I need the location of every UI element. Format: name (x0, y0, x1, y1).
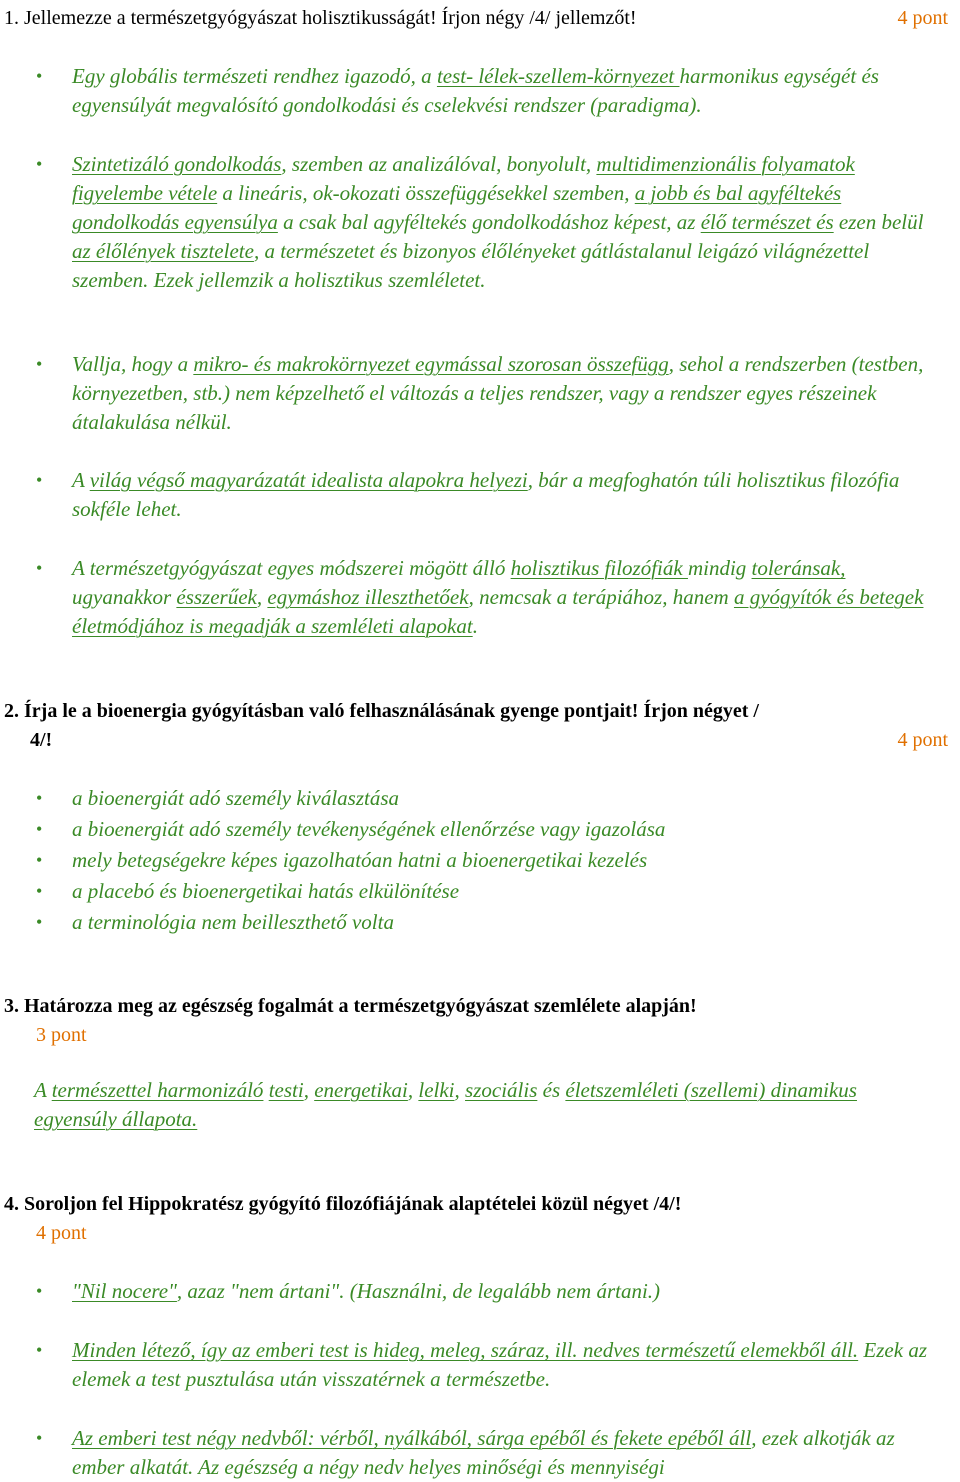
text-run: Vallja, hogy a (72, 352, 194, 376)
answer-text (72, 554, 930, 641)
underlined-text: test- lélek-szellem-környezet (436, 64, 680, 88)
question-3-answer (34, 1076, 934, 1134)
text-run: ugyanakkor (72, 585, 177, 609)
underlined-text: testi (268, 1078, 304, 1102)
list-item (0, 784, 930, 815)
underlined-text: toleránsak, (751, 556, 846, 580)
text-run: A (34, 1078, 52, 1102)
text-run: , szemben az analizálóval, bonyolult, (281, 152, 597, 176)
answer-text (72, 466, 930, 524)
answer-text (72, 1336, 930, 1394)
question-4 (4, 1190, 954, 1248)
answer-text (72, 62, 930, 120)
question-3-title: 3. Határozza meg az egészség fogalmát a természetgyógyászat szemlélete alapján! (4, 995, 697, 1017)
question-1-title: 1. Jellemezze a természetgyógyászat holisztikusságát! Írjon négy /4/ jellemzőt! (4, 7, 637, 29)
text-run: , (454, 1078, 466, 1102)
question-1-points: 4 pont (897, 7, 948, 29)
text-run: , a természetet és bizonyos élőlényeket gátlástalanul leigázó világnézettel szemben. Ezek jellemzik a holisztikus szemléletet. (72, 239, 870, 292)
bullet-icon: • (36, 1428, 43, 1448)
question-2 (4, 697, 954, 755)
bullet-icon: • (36, 850, 43, 870)
underlined-text: szociális (465, 1078, 538, 1102)
question-2-title: 2. Írja le a bioenergia gyógyításban való felhasználásának gyenge pontjait! Írjon négyet / (4, 700, 759, 722)
underlined-text: élő természet és (700, 210, 834, 234)
underlined-text: Szintetizáló gondolkodás (72, 152, 282, 176)
underlined-text: az élőlények tisztelete (72, 239, 254, 263)
underlined-text: mikro- és makrokörnyezet egymással szorosan összefügg (193, 352, 669, 376)
underlined-text: a gyógyítók és betegek életmódjához is megadják a szemléleti alapokat (72, 585, 924, 638)
bullet-icon: • (36, 354, 43, 374)
question-2-points: 4 pont (897, 729, 948, 751)
bullet-icon: • (36, 788, 43, 808)
text-run: , (303, 1078, 315, 1102)
underlined-text: lelki (418, 1078, 455, 1102)
list-item (0, 815, 930, 846)
text-run: ezen belül (833, 210, 924, 234)
question-4-points: 4 pont (36, 1222, 87, 1244)
underlined-text: Az emberi test négy nedvből: vérből, nyálkából, sárga epéből és fekete epéből áll (72, 1426, 752, 1450)
list-item (0, 877, 930, 908)
bullet-icon: • (36, 1340, 43, 1360)
answer-text (72, 1424, 930, 1482)
bullet-icon: • (36, 154, 43, 174)
text-run: , bár a megfoghatón túli holisztikus filozófia sokféle lehet. (72, 468, 900, 521)
bullet-icon: • (36, 1281, 43, 1301)
answer-text (72, 350, 930, 437)
text-run: , ezek alkotják az ember alkatát. Az egészség a négy nedv helyes minőségi és mennyiségi (72, 1426, 895, 1479)
bullet-icon: • (36, 881, 43, 901)
text-run: A természetgyógyászat egyes módszerei mögött álló (72, 556, 511, 580)
underlined-text: energetikai (314, 1078, 408, 1102)
text-run: , nemcsak a terápiához, hanem (468, 585, 734, 609)
list-item (0, 350, 930, 437)
underlined-text: ésszerűek (176, 585, 257, 609)
answer-text (72, 150, 930, 295)
text-run: , (256, 585, 268, 609)
underlined-text: "Nil nocere" (72, 1279, 177, 1303)
question-4-title: 4. Soroljon fel Hippokratész gyógyító filozófiájának alaptételei közül négyet /4/! (4, 1193, 682, 1215)
question-3-points: 3 pont (36, 1024, 87, 1046)
underlined-text: világ végső magyarázatát idealista alapokra helyezi (89, 468, 528, 492)
list-item (0, 1424, 930, 1482)
underlined-text: a jobb és bal agyféltekés gondolkodás egyensúlya (72, 181, 842, 234)
question-2-answers (0, 784, 930, 939)
list-item (0, 1336, 930, 1394)
text-run: . (472, 614, 478, 638)
bullet-icon: • (36, 66, 43, 86)
underlined-text: természettel harmonizáló (51, 1078, 264, 1102)
answer-text: a bioenergiát adó személy kiválasztása (72, 786, 400, 810)
text-run: Ezek az elemek a test pusztulása után visszatérnek a természetbe. (72, 1338, 927, 1391)
bullet-icon: • (36, 470, 43, 490)
answer-text: mely betegségekre képes igazolhatóan hatni a bioenergetikai kezelés (72, 848, 648, 872)
text-run: a csak bal agyféltekés gondolkodáshoz képest, az (277, 210, 701, 234)
list-item (0, 908, 930, 939)
answer-text: a terminológia nem beilleszthető volta (72, 910, 394, 934)
text-run: , azaz "nem ártani". (Használni, de legalább nem ártani.) (176, 1279, 661, 1303)
text-run: , sehol a rendszerben (testben, környezetben, stb.) nem képzelhető el változás a teljes rendszer, vagy a rendszer egyes részeinek átalakulása nélkül. (72, 352, 924, 434)
question-1 (4, 4, 954, 33)
list-item (0, 1277, 930, 1306)
answer-text: a bioenergiát adó személy tevékenységének ellenőrzése vagy igazolása (72, 817, 666, 841)
question-2-title-cont: 4/! (30, 729, 53, 751)
list-item (0, 150, 930, 295)
bullet-icon: • (36, 819, 43, 839)
underlined-text: életszemléleti (szellemi) dinamikus egyensúly állapota. (34, 1078, 857, 1131)
text-run: , (407, 1078, 419, 1102)
list-item (0, 62, 930, 120)
answer-text: a placebó és bioenergetikai hatás elkülönítése (72, 879, 460, 903)
underlined-text: Minden létező, így az emberi test is hideg, meleg, száraz, ill. nedves természetű elemekből áll. (72, 1338, 859, 1362)
text-run: a lineáris, ok-okozati összefüggésekkel szemben, (217, 181, 635, 205)
text-run: harmonikus egységét és egyensúlyát megvalósító gondolkodási és cselekvési rendszer (paradigma). (72, 64, 879, 117)
underlined-text: multidimenzionális folyamatok figyelembe vétele (72, 152, 855, 205)
list-item (0, 846, 930, 877)
text-run: mindig (687, 556, 752, 580)
underlined-text: egymáshoz illeszthetőek (267, 585, 469, 609)
text-run: Egy globális természeti rendhez igazodó, a (72, 64, 437, 88)
bullet-icon: • (36, 912, 43, 932)
answer-text (72, 1277, 930, 1306)
text-run: és (537, 1078, 566, 1102)
underlined-text: holisztikus filozófiák (510, 556, 688, 580)
question-3 (4, 992, 954, 1050)
bullet-icon: • (36, 558, 43, 578)
text-run: A (72, 468, 90, 492)
list-item (0, 466, 930, 524)
list-item (0, 554, 930, 641)
